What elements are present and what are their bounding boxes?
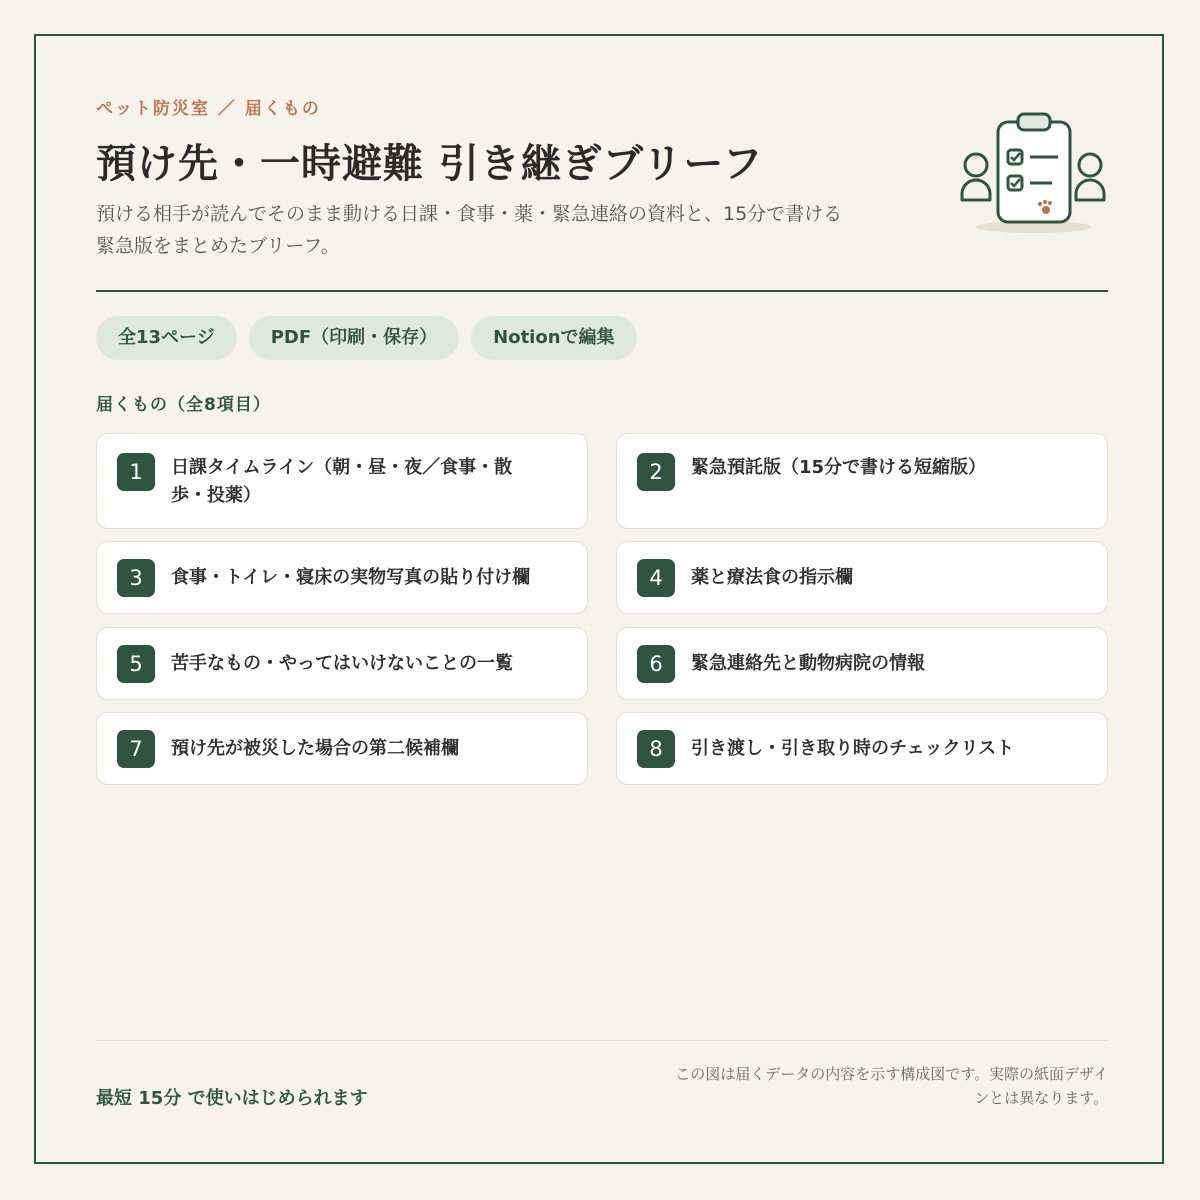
list-item <box>616 627 1108 700</box>
item-number: 6 <box>637 645 675 683</box>
item-text: 食事・トイレ・寝床の実物写真の貼り付け欄 <box>171 567 531 588</box>
tag-list <box>96 316 637 360</box>
content-area <box>96 36 1108 1162</box>
item-number: 1 <box>117 453 155 491</box>
item-text: 緊急連絡先と動物病院の情報 <box>691 653 925 674</box>
disclaimer-line: この図は届くデータの内容を示す構成図です。実際の紙面デザイ <box>675 1065 1108 1083</box>
tag-notion: Notionで編集 <box>471 316 636 360</box>
header-divider <box>96 290 1108 292</box>
list-item <box>96 627 588 700</box>
subtitle-line: 緊急版をまとめたブリーフ。 <box>96 235 340 257</box>
clipboard-checklist-with-people-icon <box>960 110 1108 236</box>
list-item <box>616 712 1108 785</box>
item-text: 苦手なもの・やってはいけないことの一覧 <box>171 653 513 674</box>
footer-tagline: 最短 15分 で使いはじめられます <box>96 1088 368 1109</box>
item-number: 7 <box>117 730 155 768</box>
tag-pages: 全13ページ <box>96 316 237 360</box>
item-text: 引き渡し・引き取り時のチェックリスト <box>691 738 1015 759</box>
tag-pdf: PDF（印刷・保存） <box>249 316 459 360</box>
list-item <box>96 541 588 614</box>
disclaimer-line: ンとは異なります。 <box>974 1089 1108 1107</box>
page-subtitle <box>96 198 896 262</box>
subtitle-line: 預ける相手が読んでそのまま動ける日課・食事・薬・緊急連絡の資料と、15分で書ける <box>96 203 843 225</box>
list-item <box>616 541 1108 614</box>
list-item <box>96 433 588 529</box>
section-label: 届くもの（全8項目） <box>96 395 271 415</box>
page-title: 預け先・一時避難 引き継ぎブリーフ <box>96 141 764 187</box>
list-item <box>616 433 1108 529</box>
footer-divider <box>96 1040 1108 1041</box>
item-number: 2 <box>637 453 675 491</box>
item-number: 3 <box>117 559 155 597</box>
item-text: 緊急預託版（15分で書ける短縮版） <box>691 457 987 478</box>
item-number: 4 <box>637 559 675 597</box>
item-number: 8 <box>637 730 675 768</box>
item-text: 薬と療法食の指示欄 <box>691 567 853 588</box>
page-frame <box>34 34 1164 1164</box>
breadcrumb: ペット防災室 ／ 届くもの <box>96 99 321 119</box>
item-text: 預け先が被災した場合の第二候補欄 <box>171 738 459 759</box>
list-item <box>96 712 588 785</box>
item-text: 日課タイムライン（朝・昼・夜／食事・散歩・投薬） <box>171 457 513 506</box>
footer-disclaimer <box>618 1062 1108 1110</box>
item-number: 5 <box>117 645 155 683</box>
